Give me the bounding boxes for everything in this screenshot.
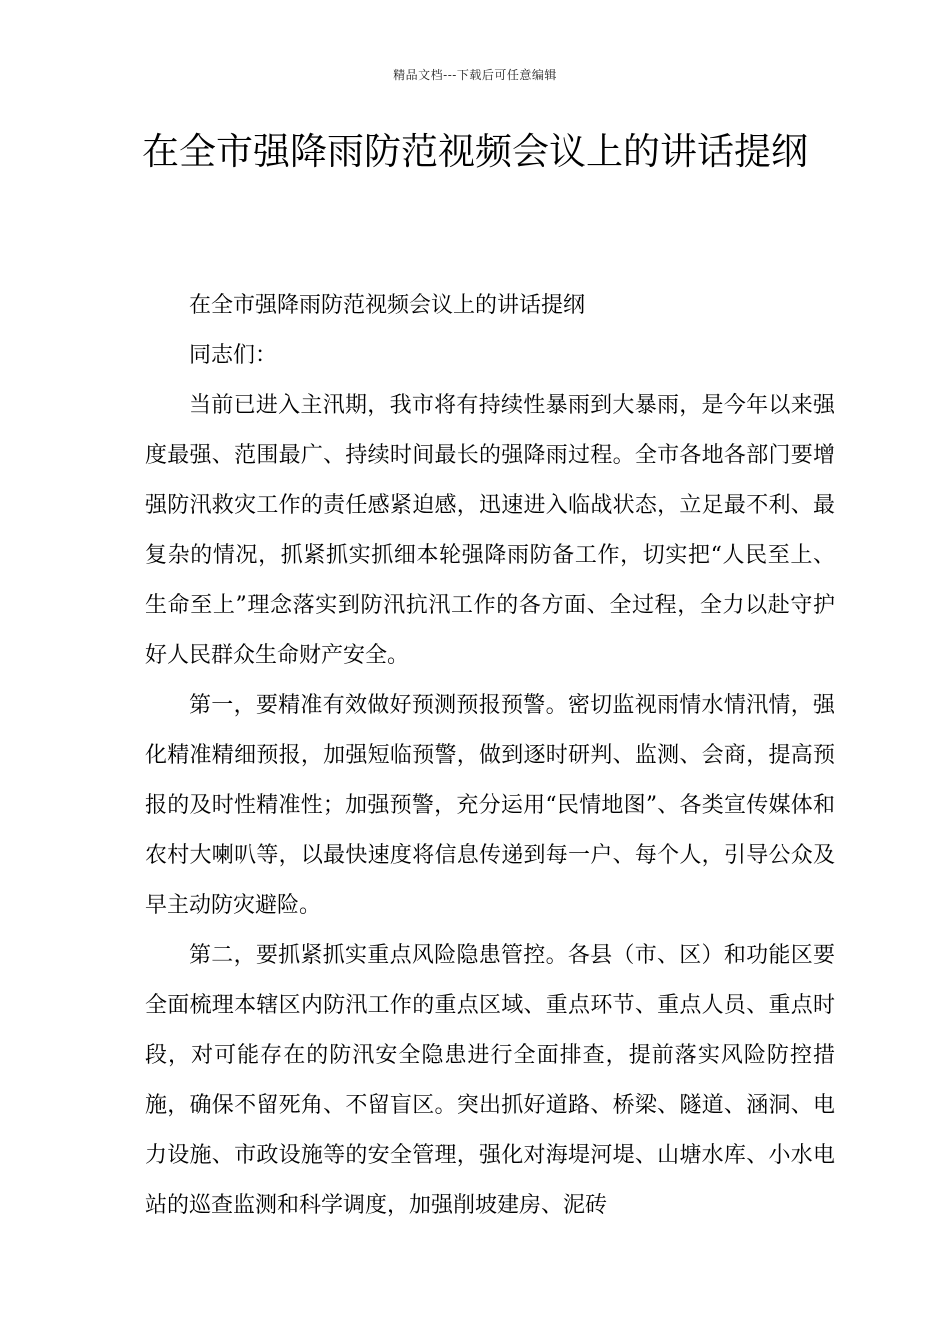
document-title: 在全市强降雨防范视频会议上的讲话提纲 bbox=[142, 130, 808, 173]
header-note: 精品文档---下载后可任意编辑 bbox=[393, 68, 557, 82]
paragraph-subtitle: 在全市强降雨防范视频会议上的讲话提纲 bbox=[189, 293, 586, 318]
paragraph-salutation: 同志们： bbox=[189, 343, 278, 368]
document-body bbox=[145, 281, 835, 1231]
paragraph-first-point: 第一，要精准有效做好预测预报预警。密切监视雨情水情汛情，强化精准精细预报，加强短临预警，做到逐时研判、监测、会商，提高预报的及时性精准性；加强预警，充分运用“民情地图”、各类宣传媒体和农村大喇叭等，以最快速度将信息传递到每一户、每个人，引导公众及早主动防灾避险。 bbox=[145, 693, 835, 918]
paragraph-intro: 当前已进入主汛期，我市将有持续性暴雨到大暴雨，是今年以来强度最强、范围最广、持续时间最长的强降雨过程。全市各地各部门要增强防汛救灾工作的责任感紧迫感，迅速进入临战状态，立足最不利、最复杂的情况，抓紧抓实抓细本轮强降雨防备工作，切实把“人民至上、生命至上”理念落实到防汛抗汛工作的各方面、全过程，全力以赴守护好人民群众生命财产安全。 bbox=[145, 393, 835, 668]
paragraph-second-point: 第二，要抓紧抓实重点风险隐患管控。各县（市、区）和功能区要全面梳理本辖区内防汛工作的重点区域、重点环节、重点人员、重点时段，对可能存在的防汛安全隐患进行全面排查，提前落实风险防控措施，确保不留死角、不留盲区。突出抓好道路、桥梁、隧道、涵洞、电力设施、市政设施等的安全管理，强化对海堤河堤、山塘水库、小水电站的巡查监测和科学调度，加强削坡建房、泥砖 bbox=[145, 943, 835, 1218]
